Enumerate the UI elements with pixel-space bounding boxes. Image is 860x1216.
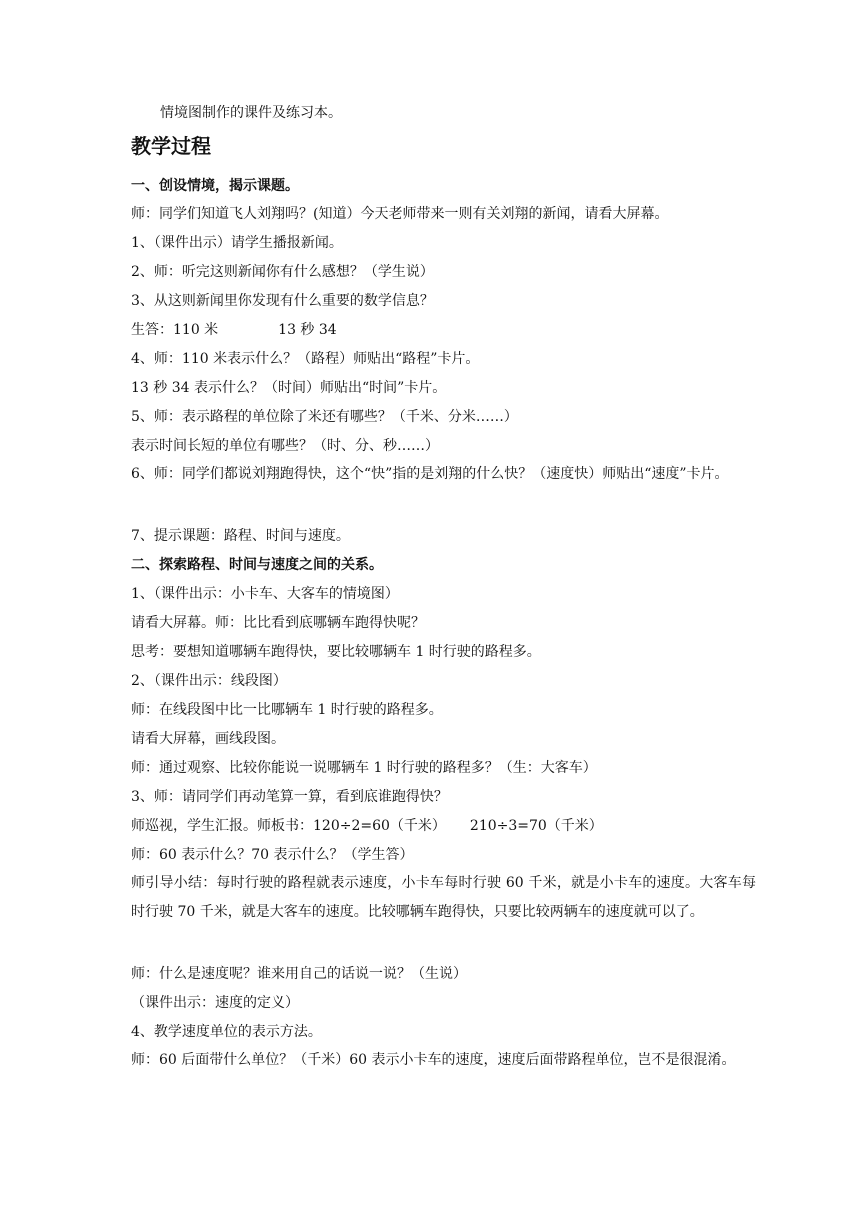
- page-title: 教学过程: [131, 134, 211, 158]
- text-line: 1、（课件出示：小卡车、大客车的情境图）: [131, 586, 399, 602]
- paragraph-6: 6、师：同学们都说刘翔跑得快，这个“快”指的是刘翔的什么快？（速度快）师贴出“速度”卡片。: [131, 466, 729, 482]
- answer-distance: 生答：110 米: [131, 322, 219, 338]
- board-calc-truck: 师巡视，学生汇报。师板书：120÷2=60（千米）: [131, 818, 446, 834]
- text-line: （课件出示：速度的定义）: [131, 995, 299, 1011]
- section1-heading: 一、创设情境，揭示课题。: [131, 178, 299, 194]
- text-line: 师：在线段图中比一比哪辆车 1 时行驶的路程多。: [131, 702, 443, 718]
- final-paragraph: 师：60 后面带什么单位？（千米）60 表示小卡车的速度，速度后面带路程单位，岂不是很混淆。: [131, 1052, 736, 1068]
- text-line: 7、提示课题：路程、时间与速度。: [131, 528, 350, 544]
- text-line: 师：同学们知道飞人刘翔吗？(知道）今天老师带来一则有关刘翔的新闻，请看大屏幕。: [131, 206, 669, 222]
- board-line: [131, 816, 756, 836]
- text-line: 表示时间长短的单位有哪些？（时、分、秒……）: [131, 438, 439, 454]
- text-line: 师：通过观察、比较你能说一说哪辆车 1 时行驶的路程多？（生：大客车）: [131, 760, 597, 776]
- text-line: 2、（课件出示：线段图）: [131, 673, 287, 689]
- answer-time: 13 秒 34: [278, 322, 337, 338]
- answer-line: [131, 320, 756, 340]
- text-line: 1、（课件出示）请学生播报新闻。: [131, 235, 343, 251]
- text-line: 5、师：表示路程的单位除了米还有哪些？（千米、分米……）: [131, 409, 518, 425]
- text-line: 4、教学速度单位的表示方法。: [131, 1024, 322, 1040]
- text-line: 4、师：110 米表示什么？（路程）师贴出“路程”卡片。: [131, 351, 480, 367]
- text-line: 3、师：请同学们再动笔算一算，看到底谁跑得快？: [131, 789, 448, 805]
- text-line: 2、师：听完这则新闻你有什么感想？（学生说）: [131, 264, 434, 280]
- intro-line: 情境图制作的课件及练习本。: [160, 105, 342, 121]
- text-line: 思考：要想知道哪辆车跑得快，要比较哪辆车 1 时行驶的路程多。: [131, 644, 541, 660]
- board-calc-bus: 210÷3=70（千米）: [469, 818, 603, 834]
- text-line: 请看大屏幕。师：比比看到底哪辆车跑得快呢？: [131, 615, 425, 631]
- summary-paragraph: 师引导小结：每时行驶的路程就表示速度，小卡车每时行驶 60 千米，就是小卡车的速度。大客车每时行驶 70 千米，就是大客车的速度。比较哪辆车跑得快，只要比较两辆车的速度就可以了。: [131, 875, 756, 920]
- text-line: 请看大屏幕，画线段图。: [131, 731, 285, 747]
- section2-heading: 二、探索路程、时间与速度之间的关系。: [131, 557, 383, 573]
- text-line: 13 秒 34 表示什么？（时间）师贴出“时间”卡片。: [131, 380, 447, 396]
- text-line: 师：什么是速度呢？谁来用自己的话说一说？（生说）: [131, 966, 467, 982]
- text-line: 3、从这则新闻里你发现有什么重要的数学信息？: [131, 293, 434, 309]
- text-line: 师：60 表示什么？70 表示什么？（学生答）: [131, 847, 414, 863]
